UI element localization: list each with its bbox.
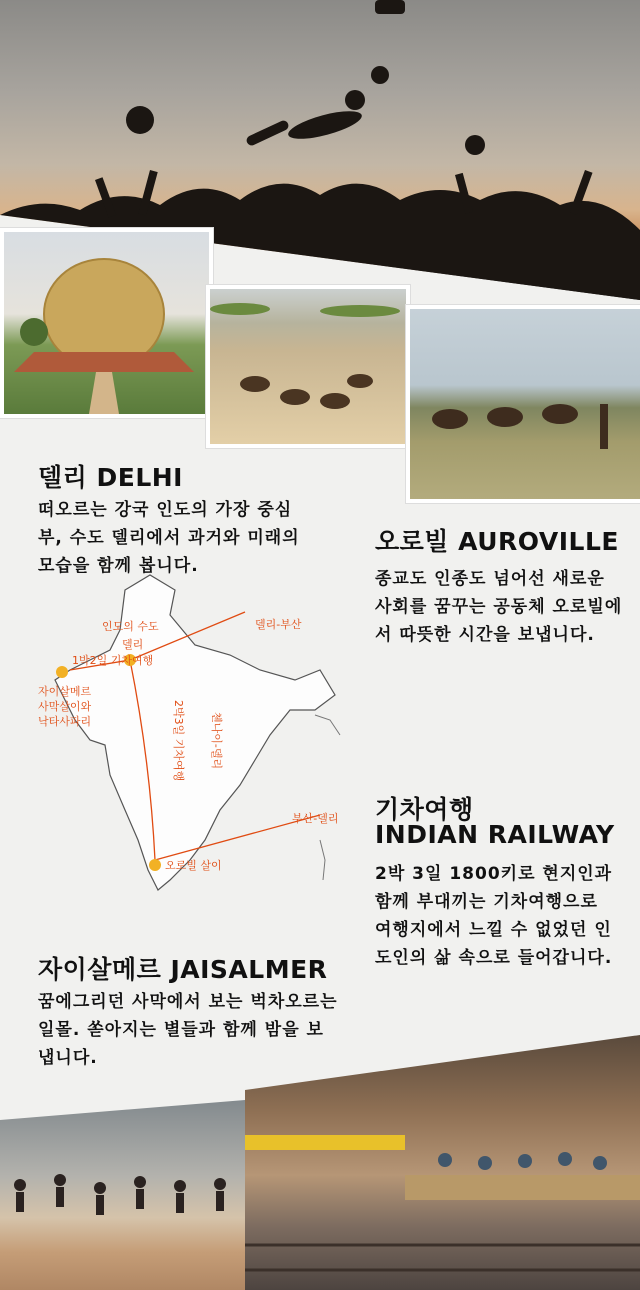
- railway-title-en: INDIAN RAILWAY: [375, 820, 615, 849]
- desert-jump-photo: [0, 1100, 245, 1290]
- india-route-map: [30, 560, 350, 940]
- delhi-title: 델리 DELHI: [38, 463, 183, 492]
- jaisalmer-title: 자이살메르 JAISALMER: [38, 955, 328, 984]
- map-label-delhi-busan: 델리-부산: [255, 618, 302, 631]
- delhi-matrimandir-photo: [0, 228, 213, 418]
- delhi-description: 떠오르는 강국 인도의 가장 중심부, 수도 델리에서 과거와 미래의 모습을 함께 봅니다.: [38, 500, 300, 576]
- camel-desert-photo: [206, 285, 410, 448]
- map-label-capital: 인도의 수도: [102, 620, 159, 633]
- map-label-train-1: 1박2일 기차여행: [72, 654, 154, 667]
- railway-station-photo: [245, 1035, 640, 1290]
- caravan-silhouettes: [410, 309, 640, 499]
- auroville-title: 오로빌 AUROVILLE: [375, 527, 619, 556]
- camel-silhouettes: [210, 289, 406, 444]
- map-label-jaisalmer-2: 사막살이와: [38, 700, 92, 713]
- station-illustration: [245, 1035, 640, 1290]
- map-label-auroville: 오로빌 살이: [165, 859, 222, 872]
- map-label-busan-delhi: 부산-델리: [292, 812, 339, 825]
- map-label-delhi: 델리: [122, 638, 144, 651]
- matrimandir-illustration: [4, 232, 209, 414]
- auroville-description: 종교도 인종도 넘어선 새로운 사회를 꿈꾸는 공동체 오로빌에서 따뜻한 시간을 보냅니다.: [375, 569, 623, 645]
- map-label-jaisalmer-3: 낙타사파리: [38, 715, 92, 728]
- map-label-jaisalmer-1: 자이살메르: [38, 685, 92, 698]
- map-label-route-2: 2박3일 기차여행: [172, 700, 185, 782]
- camel-caravan-photo: [406, 305, 640, 503]
- jumping-silhouettes: [0, 1100, 245, 1290]
- railway-description: 2박 3일 1800키로 현지인과 함께 부대끼는 기차여행으로 여행지에서 느낄 수 없었던 인도인의 삶 속으로 들어갑니다.: [375, 864, 613, 968]
- jaisalmer-description: 꿈에그리던 사막에서 보는 벅차오르는 일몰. 쏟아지는 별들과 함께 밤을 보냅니다.: [38, 992, 338, 1068]
- railway-title-ko: 기차여행: [375, 795, 474, 824]
- map-label-route-1: 첸나이-델리: [210, 712, 223, 770]
